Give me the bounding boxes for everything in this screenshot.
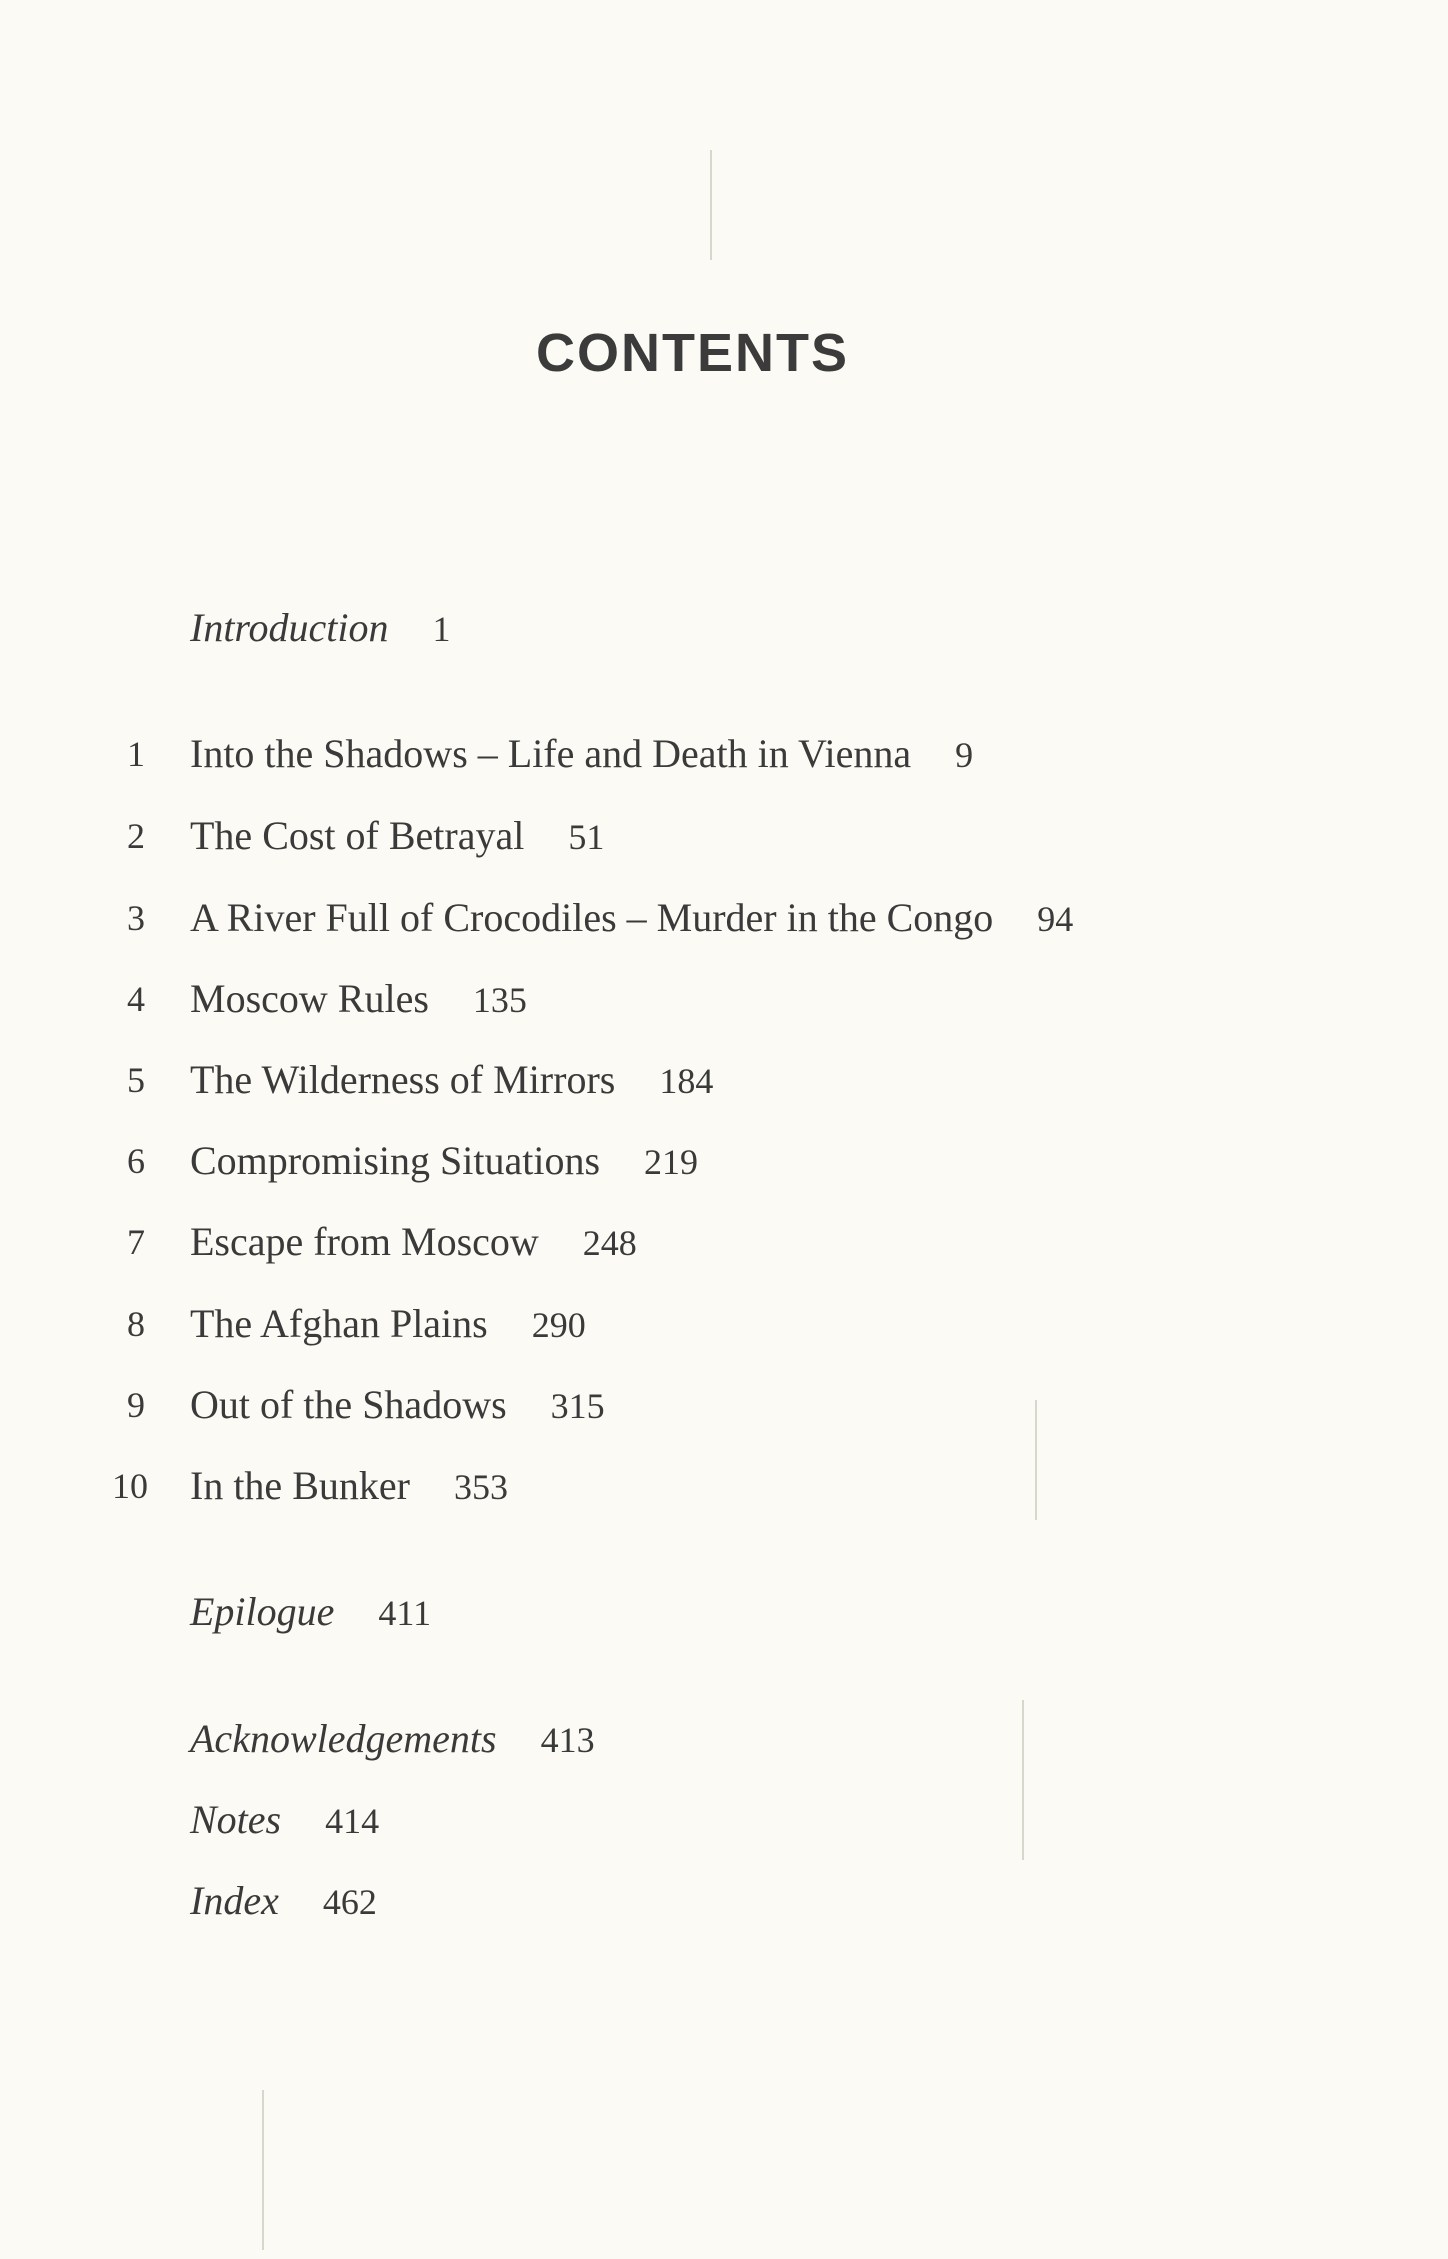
toc-entry-page: 411 <box>378 1593 432 1633</box>
chapter-number: 1 <box>127 734 145 774</box>
chapter-page: 315 <box>550 1386 605 1426</box>
paper-mark <box>710 150 712 260</box>
chapter-page: 248 <box>582 1223 637 1263</box>
toc-entry-page: 413 <box>540 1720 595 1760</box>
chapter-title: In the Bunker 353 <box>190 1463 508 1508</box>
chapter-title: The Wilderness of Mirrors 184 <box>190 1057 714 1102</box>
chapter-title: Compromising Situations 219 <box>190 1138 699 1183</box>
toc-entry-title: Acknowledgements 413 <box>190 1716 595 1761</box>
toc-entry-title: Notes 414 <box>190 1797 380 1842</box>
chapter-number: 4 <box>127 979 145 1019</box>
chapter-page: 184 <box>659 1061 714 1101</box>
chapter-title: Escape from Moscow 248 <box>190 1219 637 1264</box>
chapter-page: 135 <box>472 980 527 1020</box>
chapter-page: 9 <box>955 735 974 775</box>
chapter-title: Into the Shadows – Life and Death in Vienna 9 <box>190 731 974 776</box>
chapter-title: The Cost of Betrayal 51 <box>190 813 605 858</box>
chapter-number: 10 <box>112 1466 148 1506</box>
chapter-number: 7 <box>127 1222 145 1262</box>
toc-entry-page: 462 <box>322 1882 377 1922</box>
toc-entry-title: Index 462 <box>190 1878 377 1923</box>
chapter-page: 353 <box>453 1467 508 1507</box>
chapter-page: 51 <box>568 817 605 857</box>
paper-mark <box>1035 1400 1037 1520</box>
paper-mark <box>1022 1700 1024 1860</box>
chapter-number: 3 <box>127 898 145 938</box>
chapter-number: 9 <box>127 1385 145 1425</box>
toc-entry-page: 1 <box>432 609 451 649</box>
chapter-number: 5 <box>127 1060 145 1100</box>
chapter-title: The Afghan Plains 290 <box>190 1301 586 1346</box>
chapter-page: 219 <box>644 1142 699 1182</box>
toc-entry-title: Epilogue 411 <box>190 1589 432 1634</box>
chapter-number: 8 <box>127 1304 145 1344</box>
toc-entry-title: Introduction 1 <box>190 605 451 650</box>
toc-entry-page: 414 <box>325 1801 380 1841</box>
chapter-number: 6 <box>127 1141 145 1181</box>
chapter-title: A River Full of Crocodiles – Murder in the Congo 94 <box>190 895 1074 940</box>
page-title: CONTENTS <box>536 323 849 383</box>
chapter-page: 94 <box>1037 899 1074 939</box>
chapter-title: Moscow Rules 135 <box>190 976 527 1021</box>
chapter-title: Out of the Shadows 315 <box>190 1382 605 1427</box>
chapter-page: 290 <box>531 1305 586 1345</box>
chapter-number: 2 <box>127 816 145 856</box>
paper-mark <box>262 2090 264 2250</box>
